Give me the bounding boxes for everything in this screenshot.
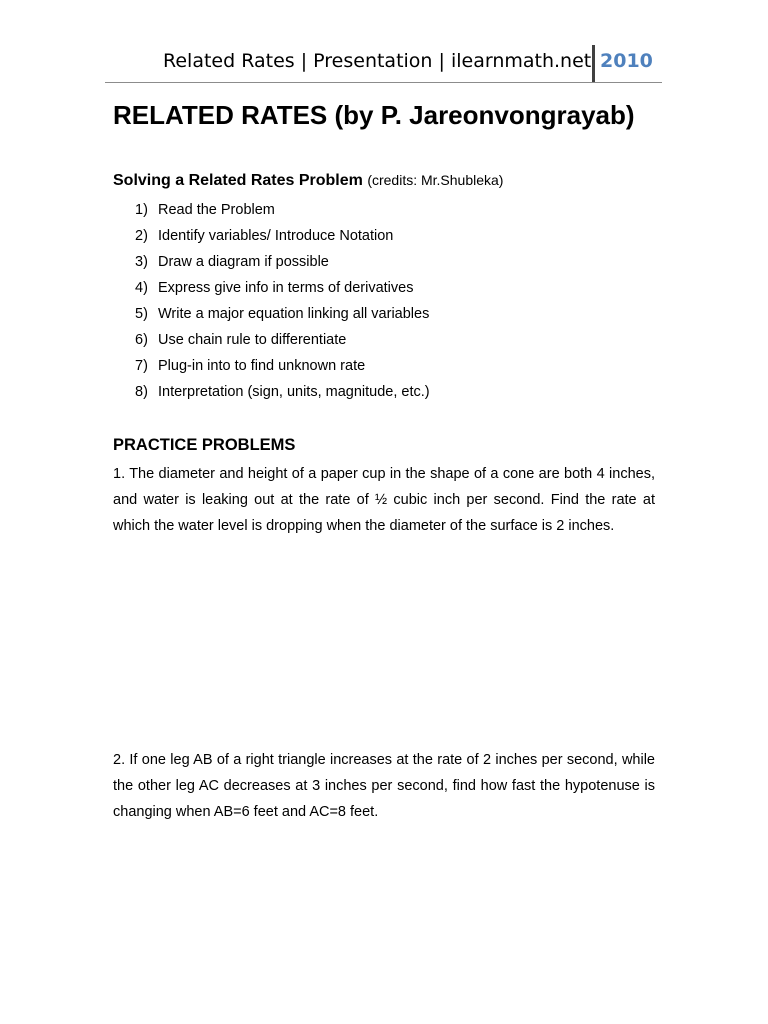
- list-item: [135, 304, 430, 330]
- step-number: 4): [135, 280, 148, 296]
- step-number: 1): [135, 202, 148, 218]
- list-item: [135, 200, 430, 226]
- page-header: [105, 44, 662, 83]
- step-text: Plug-in into to find unknown rate: [158, 358, 366, 374]
- document-title: RELATED RATES (by P. Jareonvongrayab): [113, 100, 635, 130]
- step-number: 7): [135, 358, 148, 374]
- header-title: Related Rates | Presentation | ilearnmath.net: [163, 50, 592, 72]
- step-text: Read the Problem: [158, 202, 275, 218]
- practice-heading: PRACTICE PROBLEMS: [113, 436, 296, 454]
- list-item: [135, 278, 430, 304]
- section-credits: (credits: Mr.Shubleka): [367, 172, 504, 188]
- list-item: [135, 382, 430, 408]
- step-text: Identify variables/ Introduce Notation: [158, 228, 394, 244]
- list-item: [135, 356, 430, 382]
- step-number: 3): [135, 254, 148, 270]
- step-number: 8): [135, 384, 148, 400]
- step-text: Express give info in terms of derivatives: [158, 280, 414, 296]
- section-heading-text: Solving a Related Rates Problem: [113, 172, 363, 189]
- step-number: 6): [135, 332, 148, 348]
- list-item: [135, 226, 430, 252]
- practice-problem-1: 1. The diameter and height of a paper cup in the shape of a cone are both 4 inches, and water is leaking out at the rate of ½ cubic inch per second. Find the rate at which the water level is dropping when the diameter of the surface is 2 inches.: [113, 466, 655, 534]
- step-text: Use chain rule to differentiate: [158, 332, 347, 348]
- header-divider: [592, 45, 595, 82]
- header-year: 2010: [600, 50, 653, 72]
- step-text: Write a major equation linking all variables: [158, 306, 430, 322]
- steps-list: [135, 200, 430, 408]
- step-number: 5): [135, 306, 148, 322]
- step-text: Draw a diagram if possible: [158, 254, 329, 270]
- list-item: [135, 252, 430, 278]
- section-heading: [113, 172, 503, 190]
- list-item: [135, 330, 430, 356]
- step-number: 2): [135, 228, 148, 244]
- practice-problem-2: 2. If one leg AB of a right triangle increases at the rate of 2 inches per second, while the other leg AC decreases at 3 inches per second, find how fast the hypotenuse is changing when AB=6 feet and AC=8 feet.: [113, 752, 655, 820]
- step-text: Interpretation (sign, units, magnitude, etc.): [158, 384, 430, 400]
